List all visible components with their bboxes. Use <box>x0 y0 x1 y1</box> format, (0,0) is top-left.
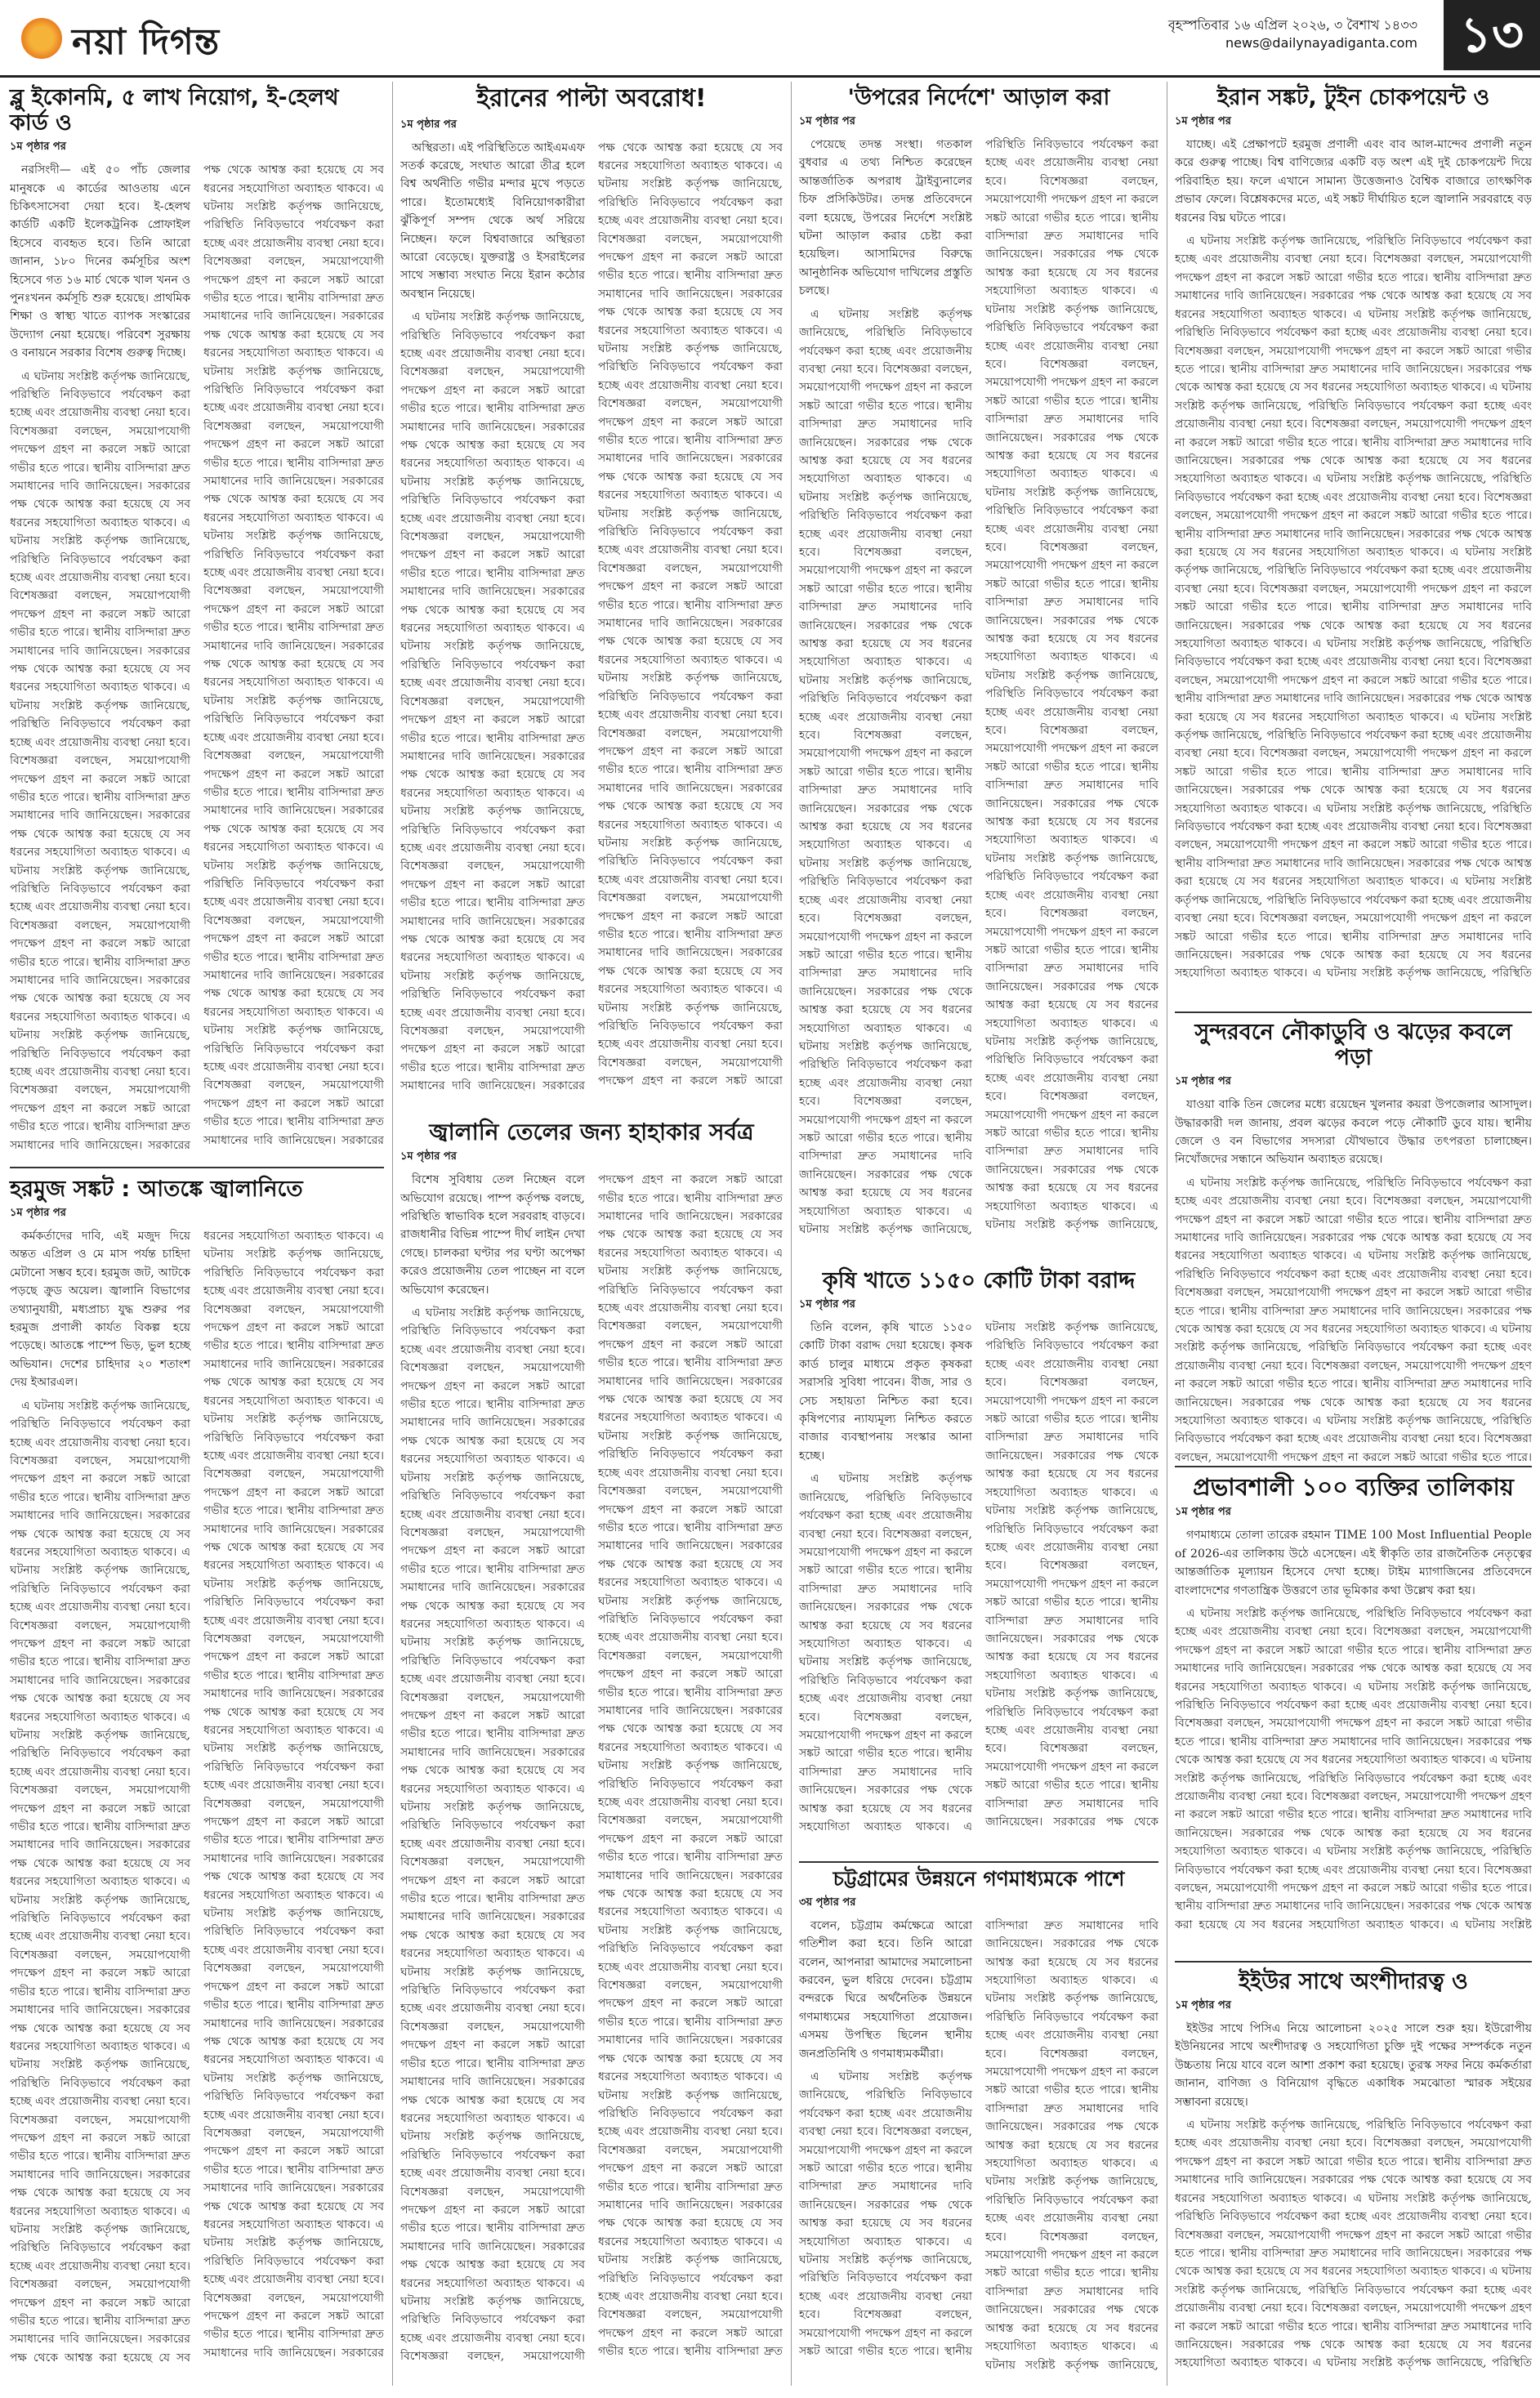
masthead <box>0 0 1540 78</box>
logo[interactable] <box>15 7 284 69</box>
paragraph: তিনি বলেন, কৃষি খাতে ১১৫০ কোটি টাকা বরাদ্দ দেয়া হয়েছে। কৃষক কার্ড চালুর মাধ্যমে প্রকৃত কৃষকরা সরাসরি সুবিধা পাবেন। বীজ, সার ও সেচ সহায়তা নিশ্চিত করা হবে। কৃষিপণ্যের ন্যায্যমূল্য নিশ্চিত করতে বাজার ব্যবস্থাপনায় সংস্কার আনা হচ্ছে। <box>799 1321 972 1462</box>
logo-text: নয়া দিগন্ত <box>72 21 221 63</box>
continued-from: ১ম পৃষ্ঠার পর <box>1175 1506 1231 1519</box>
article-body <box>1175 2020 1532 2379</box>
continued-from: ১ম পৃষ্ঠার পর <box>400 1150 457 1163</box>
continued-from: ১ম পৃষ্ঠার পর <box>10 141 66 154</box>
continued-from: ৩য় পৃষ্ঠার পর <box>799 1896 856 1909</box>
paragraph: এ ঘটনায় সংশ্লিষ্ট কর্তৃপক্ষ জানিয়েছে, পরিস্থিতি নিবিড়ভাবে পর্যবেক্ষণ করা হচ্ছে এবং প্রয়োজনীয় ব্যবস্থা নেয়া হবে। বিশেষজ্ঞরা বলছেন, সময়োপযোগী পদক্ষেপ গ্রহণ না করলে সঙ্কট আরো গভীর হতে পারে। স্থানীয় বাসিন্দারা দ্রুত সমাধানের দাবি জানিয়েছেন। সরকারের পক্ষ থেকে আশ্বস্ত করা হয়েছে যে সব ধরনের সহযোগিতা অব্যাহত থাকবে। এ ঘটনায় সংশ্লিষ্ট কর্তৃপক্ষ জানিয়েছে, পরিস্থিতি নিবিড়ভাবে পর্যবেক্ষণ করা হচ্ছে এবং প্রয়োজনীয় ব্যবস্থা নেয়া হবে। বিশেষজ্ঞরা বলছেন, সময়োপযোগী পদক্ষেপ গ্রহণ না করলে সঙ্কট আরো গভীর হতে পারে। স্থানীয় বাসিন্দারা দ্রুত সমাধানের দাবি জানিয়েছেন। সরকারের পক্ষ থেকে আশ্বস্ত করা হয়েছে যে সব ধরনের সহযোগিতা অব্যাহত থাকবে। এ ঘটনায় সংশ্লিষ্ট কর্তৃপক্ষ জানিয়েছে, পরিস্থিতি নিবিড়ভাবে পর্যবেক্ষণ করা হচ্ছে এবং প্রয়োজনীয় ব্যবস্থা নেয়া হবে। বিশেষজ্ঞরা বলছেন, সময়োপযোগী পদক্ষেপ গ্রহণ না করলে সঙ্কট আরো গভীর হতে পারে। স্থানীয় বাসিন্দারা দ্রুত সমাধানের দাবি জানিয়েছেন। সরকারের পক্ষ থেকে আশ্বস্ত করা হয়েছে যে সব ধরনের সহযোগিতা অব্যাহত থাকবে। এ ঘটনায় সংশ্লিষ্ট কর্তৃপক্ষ জানিয়েছে, পরিস্থিতি <box>1175 2119 1532 2370</box>
continued-from: ১ম পৃষ্ঠার পর <box>1175 1075 1231 1088</box>
article-prabhabshali <box>1175 1474 1532 1956</box>
article-jwalani <box>400 1119 783 2392</box>
paragraph: এ ঘটনায় সংশ্লিষ্ট কর্তৃপক্ষ জানিয়েছে, পরিস্থিতি নিবিড়ভাবে পর্যবেক্ষণ করা হচ্ছে এবং প্রয়োজনীয় ব্যবস্থা নেয়া হবে। বিশেষজ্ঞরা বলছেন, সময়োপযোগী পদক্ষেপ গ্রহণ না করলে সঙ্কট আরো গভীর হতে পারে। স্থানীয় বাসিন্দারা দ্রুত সমাধানের দাবি জানিয়েছেন। সরকারের পক্ষ থেকে আশ্বস্ত করা হয়েছে যে সব ধরনের সহযোগিতা অব্যাহত থাকবে। এ ঘটনায় সংশ্লিষ্ট কর্তৃপক্ষ জানিয়েছে, পরিস্থিতি নিবিড়ভাবে পর্যবেক্ষণ করা হচ্ছে এবং প্রয়োজনীয় ব্যবস্থা নেয়া হবে। বিশেষজ্ঞরা বলছেন, সময়োপযোগী পদক্ষেপ গ্রহণ না করলে সঙ্কট আরো গভীর হতে পারে। স্থানীয় বাসিন্দারা দ্রুত সমাধানের দাবি জানিয়েছেন। সরকারের পক্ষ থেকে আশ্বস্ত করা হয়েছে যে সব ধরনের সহযোগিতা অব্যাহত থাকবে। এ ঘটনায় সংশ্লিষ্ট কর্তৃপক্ষ জানিয়েছে, পরিস্থিতি নিবিড়ভাবে পর্যবেক্ষণ করা হচ্ছে এবং প্রয়োজনীয় ব্যবস্থা নেয়া হবে। বিশেষজ্ঞরা বলছেন, সময়োপযোগী পদক্ষেপ গ্রহণ না করলে সঙ্কট আরো গভীর হতে পারে। স্থানীয় বাসিন্দারা দ্রুত সমাধানের দাবি জানিয়েছেন। সরকারের পক্ষ থেকে আশ্বস্ত করা হয়েছে যে সব ধরনের সহযোগিতা অব্যাহত থাকবে। এ ঘটনায় সংশ্লিষ্ট কর্তৃপক্ষ জানিয়েছে, পরিস্থিতি নিবিড়ভাবে পর্যবেক্ষণ করা হচ্ছে এবং প্রয়োজনীয় ব্যবস্থা নেয়া হবে। বিশেষজ্ঞরা বলছেন, সময়োপযোগী পদক্ষেপ গ্রহণ না করলে সঙ্কট আরো গভীর হতে পারে। স্থানীয় বাসিন্দারা দ্রুত সমাধানের দাবি জানিয়েছেন। সরকারের পক্ষ থেকে আশ্বস্ত করা হয়েছে যে সব ধরনের সহযোগিতা অব্যাহত থাকবে। এ ঘটনায় সংশ্লিষ্ট কর্তৃপক্ষ জানিয়েছে, পরিস্থিতি নিবিড়ভাবে পর্যবেক্ষণ করা হচ্ছে এবং প্রয়োজনীয় ব্যবস্থা নেয়া হবে। বিশেষজ্ঞরা বলছেন, সময়োপযোগী পদক্ষেপ গ্রহণ না করলে সঙ্কট আরো গভীর হতে পারে। স্থানীয় বাসিন্দারা দ্রুত সমাধানের দাবি জানিয়েছেন। সরকারের পক্ষ থেকে আশ্বস্ত করা হয়েছে যে সব ধরনের সহযোগিতা অব্যাহত থাকবে। এ ঘটনায় সংশ্লিষ্ট কর্তৃপক্ষ জানিয়েছে, পরিস্থিতি নিবিড়ভাবে পর্যবেক্ষণ করা হচ্ছে এবং প্রয়োজনীয় ব্যবস্থা নেয়া হবে। বিশেষজ্ঞরা বলছেন, সময়োপযোগী পদক্ষেপ গ্রহণ না করলে সঙ্কট আরো গভীর হতে পারে। স্থানীয় বাসিন্দারা দ্রুত সমাধানের দাবি জানিয়েছেন। সরকারের পক্ষ থেকে আশ্বস্ত করা হয়েছে যে সব ধরনের সহযোগিতা অব্যাহত থাকবে। এ ঘটনায় সংশ্লিষ্ট কর্তৃপক্ষ জানিয়েছে, পরিস্থিতি নিবিড়ভাবে পর্যবেক্ষণ করা হচ্ছে এবং প্রয়োজনীয় ব্যবস্থা নেয়া হবে। বিশেষজ্ঞরা বলছেন, সময়োপযোগী পদক্ষেপ গ্রহণ না করলে সঙ্কট আরো গভীর হতে পারে। স্থানীয় বাসিন্দারা দ্রুত সমাধানের দাবি জানিয়েছেন। সরকারের পক্ষ থেকে আশ্বস্ত করা হয়েছে যে সব ধরনের সহযোগিতা অব্যাহত থাকবে। এ ঘটনায় সংশ্লিষ্ট কর্তৃপক্ষ জানিয়েছে, পরিস্থিতি নিবিড়ভাবে পর্যবেক্ষণ করা হচ্ছে এবং প্রয়োজনীয় ব্যবস্থা নেয়া হবে। বিশেষজ্ঞরা বলছেন, সময়োপযোগী পদক্ষেপ গ্রহণ না করলে সঙ্কট আরো গভীর হতে পারে। স্থানীয় বাসিন্দারা দ্রুত সমাধানের দাবি জানিয়েছেন। সরকারের পক্ষ থেকে আশ্বস্ত করা হয়েছে যে সব ধরনের সহযোগিতা অব্যাহত থাকবে। এ ঘটনায় সংশ্লিষ্ট কর্তৃপক্ষ জানিয়েছে, পরিস্থিতি নিবিড়ভাবে পর্যবেক্ষণ করা হচ্ছে এবং প্রয়োজনীয় ব্যবস্থা নেয়া হবে। বিশেষজ্ঞরা বলছেন, সময়োপযোগী পদক্ষেপ গ্রহণ না করলে সঙ্কট আরো গভীর হতে পারে। স্থানীয় বাসিন্দারা দ্রুত সমাধানের দাবি জানিয়েছেন। সরকারের পক্ষ থেকে আশ্বস্ত করা হয়েছে যে সব ধরনের সহযোগিতা অব্যাহত থাকবে। এ ঘটনায় সংশ্লিষ্ট কর্তৃপক্ষ জানিয়েছে, পরিস্থিতি নিবিড়ভাবে পর্যবেক্ষণ করা হচ্ছে এবং প্রয়োজনীয় ব্যবস্থা নেয়া হবে। বিশেষজ্ঞরা বলছেন, সময়োপযোগী পদক্ষেপ গ্রহণ না করলে সঙ্কট আরো গভীর হতে পারে। স্থানীয় বাসিন্দারা দ্রুত সমাধানের দাবি জানিয়েছেন। সরকারের পক্ষ থেকে আশ্বস্ত করা হয়েছে যে সব ধরনের সহযোগিতা অব্যাহত থাকবে। এ ঘটনায় সংশ্লিষ্ট কর্তৃপক্ষ জানিয়েছে, পরিস্থিতি নিবিড়ভাবে পর্যবেক্ষণ করা হচ্ছে এবং প্রয়োজনীয় ব্যবস্থা নেয়া হবে। বিশেষজ্ঞরা বলছেন, সময়োপযোগী পদক্ষেপ গ্রহণ না করলে সঙ্কট আরো গভীর হতে পারে। স্থানীয় বাসিন্দারা দ্রুত সমাধানের দাবি জানিয়েছেন। সরকারের পক্ষ থেকে আশ্বস্ত করা হয়েছে যে সব ধরনের সহযোগিতা অব্যাহত থাকবে। এ ঘটনায় সংশ্লিষ্ট কর্তৃপক্ষ জানিয়েছে, পরিস্থিতি নিবিড়ভাবে পর্যবেক্ষণ করা হচ্ছে এবং প্রয়োজনীয় ব্যবস্থা নেয়া হবে। বিশেষজ্ঞরা বলছেন, সময়োপযোগী পদক্ষেপ গ্রহণ না করলে সঙ্কট আরো গভীর হতে পারে। স্থানীয় বাসিন্দারা দ্রুত সমাধানের দাবি জানিয়েছেন। সরকারের পক্ষ থেকে আশ্বস্ত করা হয়েছে যে সব ধরনের সহযোগিতা অব্যাহত থাকবে। এ ঘটনায় সংশ্লিষ্ট কর্তৃপক্ষ জানিয়েছে, পরিস্থিতি নিবিড়ভাবে পর্যবেক্ষণ করা হচ্ছে এবং প্রয়োজনীয় ব্যবস্থা নেয়া হবে। বিশেষজ্ঞরা বলছেন, সময়োপযোগী পদক্ষেপ গ্রহণ না করলে সঙ্কট আরো গভীর হতে পারে। স্থানীয় বাসিন্দারা দ্রুত সমাধানের দাবি জানিয়েছেন। সরকারের <box>10 1230 384 2365</box>
article-body <box>1175 1096 1532 1473</box>
page-number: ১৩ <box>1444 0 1540 70</box>
paragraph: যাওয়া বাকি তিন জেলের মধ্যে রয়েছেন খুলনার কয়রা উপজেলার আসাদুল। উদ্ধারকারী দল জানায়, প্রবল ঝড়ের কবলে পড়ে নৌকাটি ডুবে যায়। স্থানীয় জেলে ও বন বিভাগের সদস্যরা যৌথভাবে উদ্ধার তৎপরতা চালাচ্ছেন। নিখোঁজদের সন্ধানে অভিযান অব্যাহত রয়েছে। <box>1175 1098 1532 1167</box>
continued-from: ১ম পৃষ্ঠার পর <box>10 1207 66 1220</box>
paragraph: এ ঘটনায় সংশ্লিষ্ট কর্তৃপক্ষ জানিয়েছে, পরিস্থিতি নিবিড়ভাবে পর্যবেক্ষণ করা হচ্ছে এবং প্রয়োজনীয় ব্যবস্থা নেয়া হবে। বিশেষজ্ঞরা বলছেন, সময়োপযোগী পদক্ষেপ গ্রহণ না করলে সঙ্কট আরো গভীর হতে পারে। স্থানীয় বাসিন্দারা দ্রুত সমাধানের দাবি জানিয়েছেন। সরকারের পক্ষ থেকে আশ্বস্ত করা হয়েছে যে সব ধরনের সহযোগিতা অব্যাহত থাকবে। এ ঘটনায় সংশ্লিষ্ট কর্তৃপক্ষ জানিয়েছে, পরিস্থিতি নিবিড়ভাবে পর্যবেক্ষণ করা হচ্ছে এবং প্রয়োজনীয় ব্যবস্থা নেয়া হবে। বিশেষজ্ঞরা বলছেন, সময়োপযোগী পদক্ষেপ গ্রহণ না করলে সঙ্কট আরো গভীর হতে পারে। স্থানীয় বাসিন্দারা দ্রুত সমাধানের দাবি জানিয়েছেন। সরকারের পক্ষ থেকে আশ্বস্ত করা হয়েছে যে সব ধরনের সহযোগিতা অব্যাহত থাকবে। এ ঘটনায় সংশ্লিষ্ট কর্তৃপক্ষ জানিয়েছে, পরিস্থিতি নিবিড়ভাবে পর্যবেক্ষণ করা হচ্ছে এবং প্রয়োজনীয় ব্যবস্থা নেয়া হবে। বিশেষজ্ঞরা বলছেন, সময়োপযোগী পদক্ষেপ গ্রহণ না করলে সঙ্কট আরো গভীর হতে পারে। স্থানীয় বাসিন্দারা দ্রুত সমাধানের দাবি জানিয়েছেন। সরকারের পক্ষ থেকে আশ্বস্ত করা হয়েছে যে সব ধরনের সহযোগিতা অব্যাহত থাকবে। এ ঘটনায় সংশ্লিষ্ট কর্তৃপক্ষ জানিয়েছে, পরিস্থিতি নিবিড়ভাবে পর্যবেক্ষণ করা হচ্ছে এবং প্রয়োজনীয় ব্যবস্থা নেয়া হবে। বিশেষজ্ঞরা বলছেন, সময়োপযোগী পদক্ষেপ গ্রহণ না করলে সঙ্কট আরো গভীর হতে পারে। স্থানীয় বাসিন্দারা দ্রুত সমাধানের দাবি জানিয়েছেন। সরকারের পক্ষ থেকে আশ্বস্ত করা হয়েছে যে সব ধরনের সহযোগিতা অব্যাহত থাকবে। এ ঘটনায় সংশ্লিষ্ট কর্তৃপক্ষ জানিয়েছে, পরিস্থিতি নিবিড়ভাবে পর্যবেক্ষণ করা হচ্ছে এবং প্রয়োজনীয় ব্যবস্থা নেয়া হবে। বিশেষজ্ঞরা বলছেন, সময়োপযোগী পদক্ষেপ গ্রহণ না করলে সঙ্কট আরো গভীর হতে পারে। স্থানীয় বাসিন্দারা দ্রুত সমাধানের দাবি জানিয়েছেন। সরকারের পক্ষ থেকে <box>799 1321 1158 1834</box>
article-eu <box>1175 1969 1532 2392</box>
continued-from: ১ম পৃষ্ঠার পর <box>400 118 457 131</box>
headline[interactable]: সুন্দরবনে নৌকাডুবি ও ঝড়ের কবলে পড়া <box>1194 1020 1512 1071</box>
headline[interactable]: হরমুজ সঙ্কট : আতঙ্কে জ্বালানিতে <box>10 1177 303 1202</box>
continued-from: ১ম পৃষ্ঠার পর <box>1175 115 1231 128</box>
sun-icon <box>21 18 62 59</box>
headline[interactable]: কৃষি খাতে ১১৫০ কোটি টাকা বরাদ্দ <box>822 1268 1136 1293</box>
article-krishi <box>799 1268 1158 1856</box>
paragraph: এ ঘটনায় সংশ্লিষ্ট কর্তৃপক্ষ জানিয়েছে, পরিস্থিতি নিবিড়ভাবে পর্যবেক্ষণ করা হচ্ছে এবং প্রয়োজনীয় ব্যবস্থা নেয়া হবে। বিশেষজ্ঞরা বলছেন, সময়োপযোগী পদক্ষেপ গ্রহণ না করলে সঙ্কট আরো গভীর হতে পারে। স্থানীয় বাসিন্দারা দ্রুত সমাধানের দাবি জানিয়েছেন। সরকারের পক্ষ থেকে আশ্বস্ত করা হয়েছে যে সব ধরনের সহযোগিতা অব্যাহত থাকবে। এ ঘটনায় সংশ্লিষ্ট কর্তৃপক্ষ জানিয়েছে, পরিস্থিতি নিবিড়ভাবে পর্যবেক্ষণ করা হচ্ছে এবং প্রয়োজনীয় ব্যবস্থা নেয়া হবে। বিশেষজ্ঞরা বলছেন, সময়োপযোগী পদক্ষেপ গ্রহণ না করলে সঙ্কট আরো গভীর হতে পারে। স্থানীয় বাসিন্দারা দ্রুত সমাধানের দাবি জানিয়েছেন। সরকারের পক্ষ থেকে আশ্বস্ত করা হয়েছে যে সব ধরনের সহযোগিতা অব্যাহত থাকবে। এ ঘটনায় সংশ্লিষ্ট কর্তৃপক্ষ জানিয়েছে, পরিস্থিতি নিবিড়ভাবে পর্যবেক্ষণ করা হচ্ছে এবং প্রয়োজনীয় ব্যবস্থা নেয়া হবে। বিশেষজ্ঞরা বলছেন, সময়োপযোগী পদক্ষেপ গ্রহণ না করলে সঙ্কট আরো গভীর হতে পারে। স্থানীয় বাসিন্দারা দ্রুত সমাধানের দাবি জানিয়েছেন। সরকারের পক্ষ থেকে আশ্বস্ত করা হয়েছে যে সব ধরনের সহযোগিতা অব্যাহত থাকবে। এ ঘটনায় সংশ্লিষ্ট কর্তৃপক্ষ জানিয়েছে, পরিস্থিতি নিবিড়ভাবে পর্যবেক্ষণ করা হচ্ছে এবং প্রয়োজনীয় ব্যবস্থা নেয়া হবে। বিশেষজ্ঞরা বলছেন, সময়োপযোগী পদক্ষেপ গ্রহণ না করলে সঙ্কট আরো গভীর হতে পারে। স্থানীয় বাসিন্দারা দ্রুত সমাধানের দাবি জানিয়েছেন। সরকারের পক্ষ থেকে আশ্বস্ত করা হয়েছে যে সব ধরনের সহযোগিতা অব্যাহত থাকবে। এ ঘটনায় সংশ্লিষ্ট কর্তৃপক্ষ জানিয়েছে, পরিস্থিতি নিবিড়ভাবে পর্যবেক্ষণ করা হচ্ছে এবং প্রয়োজনীয় ব্যবস্থা নেয়া হবে। বিশেষজ্ঞরা বলছেন, সময়োপযোগী পদক্ষেপ গ্রহণ না করলে সঙ্কট আরো গভীর হতে পারে। স্থানীয় বাসিন্দারা দ্রুত সমাধানের দাবি জানিয়েছেন। সরকারের পক্ষ থেকে আশ্বস্ত করা হয়েছে যে সব ধরনের সহযোগিতা অব্যাহত থাকবে। এ ঘটনায় সংশ্লিষ্ট কর্তৃপক্ষ জানিয়েছে, পরিস্থিতি নিবিড়ভাবে পর্যবেক্ষণ করা হচ্ছে এবং প্রয়োজনীয় ব্যবস্থা নেয়া হবে। বিশেষজ্ঞরা বলছেন, সময়োপযোগী পদক্ষেপ গ্রহণ না করলে সঙ্কট আরো গভীর হতে পারে। স্থানীয় বাসিন্দারা দ্রুত সমাধানের দাবি জানিয়েছেন। সরকারের পক্ষ থেকে আশ্বস্ত করা হয়েছে যে সব ধরনের সহযোগিতা অব্যাহত থাকবে। এ ঘটনায় সংশ্লিষ্ট কর্তৃপক্ষ জানিয়েছে, পরিস্থিতি নিবিড়ভাবে পর্যবেক্ষণ করা হচ্ছে এবং প্রয়োজনীয় ব্যবস্থা নেয়া হবে। বিশেষজ্ঞরা বলছেন, সময়োপযোগী পদক্ষেপ গ্রহণ না করলে সঙ্কট আরো গভীর হতে পারে। স্থানীয় বাসিন্দারা দ্রুত সমাধানের দাবি জানিয়েছেন। সরকারের পক্ষ থেকে আশ্বস্ত করা হয়েছে যে সব ধরনের সহযোগিতা অব্যাহত থাকবে। এ ঘটনায় সংশ্লিষ্ট কর্তৃপক্ষ জানিয়েছে, পরিস্থিতি নিবিড়ভাবে পর্যবেক্ষণ করা হচ্ছে এবং প্রয়োজনীয় ব্যবস্থা নেয়া হবে। বিশেষজ্ঞরা বলছেন, সময়োপযোগী পদক্ষেপ গ্রহণ না করলে সঙ্কট আরো গভীর হতে পারে। স্থানীয় বাসিন্দারা দ্রুত সমাধানের দাবি জানিয়েছেন। সরকারের পক্ষ থেকে আশ্বস্ত করা হয়েছে যে সব ধরনের সহযোগিতা অব্যাহত থাকবে। এ ঘটনায় সংশ্লিষ্ট কর্তৃপক্ষ জানিয়েছে, পরিস্থিতি নিবিড়ভাবে পর্যবেক্ষণ করা হচ্ছে এবং প্রয়োজনীয় ব্যবস্থা নেয়া হবে। বিশেষজ্ঞরা বলছেন, সময়োপযোগী পদক্ষেপ গ্রহণ না করলে সঙ্কট আরো গভীর হতে পারে। স্থানীয় বাসিন্দারা দ্রুত সমাধানের দাবি জানিয়েছেন। সরকারের পক্ষ থেকে আশ্বস্ত করা হয়েছে যে সব ধরনের সহযোগিতা অব্যাহত থাকবে। এ ঘটনায় সংশ্লিষ্ট কর্তৃপক্ষ জানিয়েছে, পরিস্থিতি নিবিড়ভাবে পর্যবেক্ষণ করা হচ্ছে এবং প্রয়োজনীয় ব্যবস্থা নেয়া হবে। বিশেষজ্ঞরা বলছেন, সময়োপযোগী পদক্ষেপ গ্রহণ না করলে সঙ্কট আরো গভীর হতে পারে। স্থানীয় বাসিন্দারা দ্রুত সমাধানের দাবি জানিয়েছেন। সরকারের পক্ষ থেকে আশ্বস্ত করা হয়েছে যে সব ধরনের সহযোগিতা অব্যাহত থাকবে। এ ঘটনায় সংশ্লিষ্ট কর্তৃপক্ষ জানিয়েছে, পরিস্থিতি নিবিড়ভাবে পর্যবেক্ষণ করা হচ্ছে এবং প্রয়োজনীয় ব্যবস্থা নেয়া হবে। বিশেষজ্ঞরা বলছেন, সময়োপযোগী পদক্ষেপ গ্রহণ না করলে সঙ্কট আরো গভীর হতে পারে। স্থানীয় বাসিন্দারা দ্রুত সমাধানের দাবি জানিয়েছেন। সরকারের <box>10 163 384 1152</box>
headline[interactable]: চট্টগ্রামের উন্নয়নে গণমাধ্যমকে পাশে <box>832 1867 1125 1891</box>
article-body <box>799 1319 1158 1842</box>
paragraph: এ ঘটনায় সংশ্লিষ্ট কর্তৃপক্ষ জানিয়েছে, পরিস্থিতি নিবিড়ভাবে পর্যবেক্ষণ করা হচ্ছে এবং প্রয়োজনীয় ব্যবস্থা নেয়া হবে। বিশেষজ্ঞরা বলছেন, সময়োপযোগী পদক্ষেপ গ্রহণ না করলে সঙ্কট আরো গভীর হতে পারে। স্থানীয় বাসিন্দারা দ্রুত সমাধানের দাবি জানিয়েছেন। সরকারের পক্ষ থেকে আশ্বস্ত করা হয়েছে যে সব ধরনের সহযোগিতা অব্যাহত থাকবে। এ ঘটনায় সংশ্লিষ্ট কর্তৃপক্ষ জানিয়েছে, পরিস্থিতি নিবিড়ভাবে পর্যবেক্ষণ করা হচ্ছে এবং প্রয়োজনীয় ব্যবস্থা নেয়া হবে। বিশেষজ্ঞরা বলছেন, সময়োপযোগী পদক্ষেপ গ্রহণ না করলে সঙ্কট আরো গভীর হতে পারে। স্থানীয় বাসিন্দারা দ্রুত সমাধানের দাবি জানিয়েছেন। সরকারের পক্ষ থেকে আশ্বস্ত করা হয়েছে যে সব ধরনের সহযোগিতা অব্যাহত থাকবে। এ ঘটনায় সংশ্লিষ্ট কর্তৃপক্ষ জানিয়েছে, পরিস্থিতি নিবিড়ভাবে পর্যবেক্ষণ করা হচ্ছে এবং প্রয়োজনীয় ব্যবস্থা নেয়া হবে। বিশেষজ্ঞরা বলছেন, সময়োপযোগী পদক্ষেপ গ্রহণ না করলে সঙ্কট আরো গভীর হতে পারে। স্থানীয় বাসিন্দারা দ্রুত সমাধানের দাবি জানিয়েছেন। সরকারের পক্ষ থেকে আশ্বস্ত করা হয়েছে যে সব ধরনের সহযোগিতা অব্যাহত থাকবে। এ ঘটনায় সংশ্লিষ্ট কর্তৃপক্ষ জানিয়েছে, পরিস্থিতি নিবিড়ভাবে পর্যবেক্ষণ করা হচ্ছে এবং প্রয়োজনীয় ব্যবস্থা নেয়া হবে। বিশেষজ্ঞরা বলছেন, সময়োপযোগী পদক্ষেপ গ্রহণ না করলে সঙ্কট আরো গভীর হতে পারে। স্থানীয় বাসিন্দারা দ্রুত সমাধানের দাবি জানিয়েছেন। সরকারের পক্ষ থেকে আশ্বস্ত করা হয়েছে যে সব ধরনের সহযোগিতা অব্যাহত থাকবে। এ ঘটনায় সংশ্লিষ্ট কর্তৃপক্ষ জানিয়েছে, পরিস্থিতি নিবিড়ভাবে পর্যবেক্ষণ করা হচ্ছে এবং প্রয়োজনীয় ব্যবস্থা নেয়া হবে। বিশেষজ্ঞরা বলছেন, সময়োপযোগী পদক্ষেপ গ্রহণ না করলে সঙ্কট আরো গভীর হতে পারে। স্থানীয় বাসিন্দারা দ্রুত সমাধানের দাবি জানিয়েছেন। সরকারের পক্ষ থেকে আশ্বস্ত করা হয়েছে যে সব ধরনের সহযোগিতা অব্যাহত থাকবে। এ ঘটনায় সংশ্লিষ্ট কর্তৃপক্ষ জানিয়েছে, পরিস্থিতি নিবিড়ভাবে পর্যবেক্ষণ করা হচ্ছে এবং প্রয়োজনীয় ব্যবস্থা নেয়া হবে। বিশেষজ্ঞরা বলছেন, সময়োপযোগী পদক্ষেপ গ্রহণ না করলে সঙ্কট আরো গভীর হতে পারে। স্থানীয় বাসিন্দারা দ্রুত সমাধানের দাবি জানিয়েছেন। সরকারের পক্ষ থেকে আশ্বস্ত করা হয়েছে যে সব ধরনের সহযোগিতা অব্যাহত থাকবে। এ ঘটনায় সংশ্লিষ্ট কর্তৃপক্ষ জানিয়েছে, পরিস্থিতি নিবিড়ভাবে পর্যবেক্ষণ করা হচ্ছে এবং প্রয়োজনীয় ব্যবস্থা নেয়া হবে। বিশেষজ্ঞরা বলছেন, সময়োপযোগী পদক্ষেপ গ্রহণ না করলে সঙ্কট আরো গভীর হতে পারে। স্থানীয় বাসিন্দারা দ্রুত সমাধানের দাবি জানিয়েছেন। সরকারের পক্ষ থেকে আশ্বস্ত করা হয়েছে যে সব ধরনের সহযোগিতা অব্যাহত থাকবে। এ ঘটনায় সংশ্লিষ্ট কর্তৃপক্ষ জানিয়েছে, পরিস্থিতি নিবিড়ভাবে পর্যবেক্ষণ করা হচ্ছে এবং প্রয়োজনীয় ব্যবস্থা নেয়া হবে। বিশেষজ্ঞরা বলছেন, সময়োপযোগী পদক্ষেপ গ্রহণ না করলে সঙ্কট আরো গভীর হতে পারে। স্থানীয় বাসিন্দারা দ্রুত সমাধানের দাবি জানিয়েছেন। সরকারের পক্ষ থেকে আশ্বস্ত করা হয়েছে যে সব ধরনের সহযোগিতা অব্যাহত থাকবে। এ ঘটনায় সংশ্লিষ্ট কর্তৃপক্ষ জানিয়েছে, পরিস্থিতি নিবিড়ভাবে পর্যবেক্ষণ করা হচ্ছে এবং প্রয়োজনীয় ব্যবস্থা নেয়া হবে। বিশেষজ্ঞরা বলছেন, সময়োপযোগী পদক্ষেপ গ্রহণ না করলে সঙ্কট আরো গভীর হতে পারে। স্থানীয় বাসিন্দারা দ্রুত সমাধানের দাবি জানিয়েছেন। সরকারের পক্ষ থেকে আশ্বস্ত করা হয়েছে যে সব ধরনের সহযোগিতা অব্যাহত থাকবে। এ ঘটনায় সংশ্লিষ্ট কর্তৃপক্ষ জানিয়েছে, পরিস্থিতি নিবিড়ভাবে পর্যবেক্ষণ করা হচ্ছে এবং প্রয়োজনীয় ব্যবস্থা নেয়া হবে। বিশেষজ্ঞরা বলছেন, সময়োপযোগী পদক্ষেপ গ্রহণ না করলে সঙ্কট আরো গভীর হতে পারে। স্থানীয় বাসিন্দারা দ্রুত সমাধানের দাবি জানিয়েছেন। সরকারের পক্ষ থেকে আশ্বস্ত করা হয়েছে যে সব ধরনের সহযোগিতা অব্যাহত থাকবে। এ ঘটনায় সংশ্লিষ্ট কর্তৃপক্ষ জানিয়েছে, পরিস্থিতি নিবিড়ভাবে পর্যবেক্ষণ করা হচ্ছে এবং প্রয়োজনীয় ব্যবস্থা নেয়া হবে। বিশেষজ্ঞরা বলছেন, সময়োপযোগী পদক্ষেপ গ্রহণ না করলে সঙ্কট আরো গভীর হতে পারে। স্থানীয় বাসিন্দারা দ্রুত সমাধানের দাবি জানিয়েছেন। সরকারের পক্ষ থেকে আশ্বস্ত করা হয়েছে যে সব ধরনের সহযোগিতা অব্যাহত থাকবে। এ ঘটনায় সংশ্লিষ্ট কর্তৃপক্ষ জানিয়েছে, পরিস্থিতি নিবিড়ভাবে পর্যবেক্ষণ করা হচ্ছে এবং প্রয়োজনীয় ব্যবস্থা নেয়া হবে। বিশেষজ্ঞরা বলছেন, সময়োপযোগী পদক্ষেপ গ্রহণ না করলে সঙ্কট আরো গভীর হতে পারে। স্থানীয় বাসিন্দারা দ্রুত সমাধানের দাবি জানিয়েছেন। সরকারের পক্ষ থেকে আশ্বস্ত করা হয়েছে যে সব ধরনের সহযোগিতা অব্যাহত থাকবে। এ ঘটনায় সংশ্লিষ্ট কর্তৃপক্ষ জানিয়েছে, পরিস্থিতি নিবিড়ভাবে পর্যবেক্ষণ করা হচ্ছে এবং প্রয়োজনীয় ব্যবস্থা নেয়া হবে। বিশেষজ্ঞরা বলছেন, সময়োপযোগী পদক্ষেপ গ্রহণ না করলে সঙ্কট আরো গভীর হতে পারে। স্থানীয় বাসিন্দারা দ্রুত সমাধানের দাবি জানিয়েছেন। সরকারের পক্ষ থেকে আশ্বস্ত করা হয়েছে যে সব ধরনের সহযোগিতা অব্যাহত থাকবে। এ ঘটনায় সংশ্লিষ্ট কর্তৃপক্ষ জানিয়েছে, পরিস্থিতি নিবিড়ভাবে পর্যবেক্ষণ করা হচ্ছে এবং প্রয়োজনীয় ব্যবস্থা নেয়া হবে। বিশেষজ্ঞরা বলছেন, সময়োপযোগী পদক্ষেপ গ্রহণ না করলে সঙ্কট আরো গভীর হতে পারে। স্থানীয় বাসিন্দারা দ্রুত <box>400 1173 783 2364</box>
continued-from: ১ম পৃষ্ঠার পর <box>799 115 855 128</box>
article-sundarban <box>1175 1020 1532 1464</box>
article-upar-nirdeshe <box>799 85 1158 1262</box>
paragraph: নরসিংদী— এই ৫০ পাঁচ জেলার মানুষকে এ কার্ডের আওতায় এনে চিকিৎসাসেবা দেয়া হবে। ই-হেলথ কার্ডটি একটি ইলেকট্রনিক প্রোফাইল হিসেবে ব্যবহৃত হবে। তিনি আরো জানান, ১৮০ দিনের কর্মসূচির অংশ হিসেবে গত ১৬ মার্চ থেকে খাল খনন ও পুনঃখনন কর্মসূচি শুরু হয়েছে। প্রাথমিক শিক্ষা ও স্বাস্থ্য খাতে ব্যাপক সংস্কারের উদ্যোগ নেয়া হয়েছে। পরিবেশ সুরক্ষায় ও বনায়নে সরকার বিশেষ গুরুত্ব দিচ্ছে। <box>10 163 190 360</box>
article-chattogram <box>799 1868 1158 2392</box>
paragraph: এ ঘটনায় সংশ্লিষ্ট কর্তৃপক্ষ জানিয়েছে, পরিস্থিতি নিবিড়ভাবে পর্যবেক্ষণ করা হচ্ছে এবং প্রয়োজনীয় ব্যবস্থা নেয়া হবে। বিশেষজ্ঞরা বলছেন, সময়োপযোগী পদক্ষেপ গ্রহণ না করলে সঙ্কট আরো গভীর হতে পারে। স্থানীয় বাসিন্দারা দ্রুত সমাধানের দাবি জানিয়েছেন। সরকারের পক্ষ থেকে আশ্বস্ত করা হয়েছে যে সব ধরনের সহযোগিতা অব্যাহত থাকবে। এ ঘটনায় সংশ্লিষ্ট কর্তৃপক্ষ জানিয়েছে, পরিস্থিতি নিবিড়ভাবে পর্যবেক্ষণ করা হচ্ছে এবং প্রয়োজনীয় ব্যবস্থা নেয়া হবে। বিশেষজ্ঞরা বলছেন, সময়োপযোগী পদক্ষেপ গ্রহণ না করলে সঙ্কট আরো গভীর হতে পারে। স্থানীয় বাসিন্দারা দ্রুত সমাধানের দাবি জানিয়েছেন। সরকারের পক্ষ থেকে আশ্বস্ত করা হয়েছে যে সব ধরনের সহযোগিতা অব্যাহত থাকবে। এ ঘটনায় সংশ্লিষ্ট কর্তৃপক্ষ জানিয়েছে, পরিস্থিতি নিবিড়ভাবে পর্যবেক্ষণ করা হচ্ছে এবং প্রয়োজনীয় ব্যবস্থা নেয়া হবে। বিশেষজ্ঞরা বলছেন, সময়োপযোগী পদক্ষেপ গ্রহণ না করলে সঙ্কট আরো গভীর হতে পারে। স্থানীয় বাসিন্দারা দ্রুত সমাধানের দাবি জানিয়েছেন। সরকারের পক্ষ থেকে আশ্বস্ত করা হয়েছে যে সব ধরনের সহযোগিতা অব্যাহত থাকবে। এ ঘটনায় সংশ্লিষ্ট কর্তৃপক্ষ জানিয়েছে, পরিস্থিতি নিবিড়ভাবে পর্যবেক্ষণ করা হচ্ছে এবং প্রয়োজনীয় ব্যবস্থা নেয়া হবে। বিশেষজ্ঞরা বলছেন, সময়োপযোগী পদক্ষেপ গ্রহণ না করলে সঙ্কট আরো গভীর হতে পারে। স্থানীয় বাসিন্দারা দ্রুত সমাধানের দাবি জানিয়েছেন। সরকারের পক্ষ থেকে আশ্বস্ত করা হয়েছে যে সব ধরনের সহযোগিতা অব্যাহত থাকবে। এ ঘটনায় সংশ্লিষ্ট কর্তৃপক্ষ জানিয়েছে, পরিস্থিতি নিবিড়ভাবে পর্যবেক্ষণ করা হচ্ছে এবং প্রয়োজনীয় ব্যবস্থা নেয়া হবে। বিশেষজ্ঞরা বলছেন, সময়োপযোগী পদক্ষেপ গ্রহণ না করলে সঙ্কট আরো গভীর হতে পারে। স্থানীয় বাসিন্দারা দ্রুত সমাধানের দাবি জানিয়েছেন। সরকারের পক্ষ থেকে আশ্বস্ত করা হয়েছে যে সব ধরনের সহযোগিতা অব্যাহত থাকবে। এ ঘটনায় সংশ্লিষ্ট কর্তৃপক্ষ জানিয়েছে, পরিস্থিতি নিবিড়ভাবে পর্যবেক্ষণ করা হচ্ছে এবং প্রয়োজনীয় ব্যবস্থা নেয়া হবে। বিশেষজ্ঞরা বলছেন, সময়োপযোগী পদক্ষেপ গ্রহণ না করলে সঙ্কট আরো গভীর হতে পারে। স্থানীয় বাসিন্দারা দ্রুত সমাধানের দাবি জানিয়েছেন। সরকারের পক্ষ থেকে আশ্বস্ত করা হয়েছে যে সব ধরনের সহযোগিতা অব্যাহত থাকবে। এ ঘটনায় সংশ্লিষ্ট কর্তৃপক্ষ জানিয়েছে, পরিস্থিতি নিবিড়ভাবে পর্যবেক্ষণ করা হচ্ছে এবং প্রয়োজনীয় ব্যবস্থা নেয়া হবে। বিশেষজ্ঞরা বলছেন, সময়োপযোগী পদক্ষেপ গ্রহণ না করলে সঙ্কট আরো গভীর হতে পারে। স্থানীয় বাসিন্দারা দ্রুত সমাধানের দাবি জানিয়েছেন। সরকারের পক্ষ থেকে আশ্বস্ত করা হয়েছে যে সব ধরনের সহযোগিতা অব্যাহত থাকবে। এ ঘটনায় সংশ্লিষ্ট কর্তৃপক্ষ জানিয়েছে, পরিস্থিতি নিবিড়ভাবে পর্যবেক্ষণ করা হচ্ছে এবং প্রয়োজনীয় ব্যবস্থা নেয়া হবে। বিশেষজ্ঞরা বলছেন, সময়োপযোগী পদক্ষেপ গ্রহণ না করলে সঙ্কট আরো গভীর হতে পারে। স্থানীয় বাসিন্দারা দ্রুত সমাধানের দাবি জানিয়েছেন। সরকারের পক্ষ থেকে আশ্বস্ত করা হয়েছে যে সব ধরনের সহযোগিতা অব্যাহত থাকবে। এ ঘটনায় সংশ্লিষ্ট কর্তৃপক্ষ জানিয়েছে, পরিস্থিতি নিবিড়ভাবে পর্যবেক্ষণ করা হচ্ছে এবং প্রয়োজনীয় ব্যবস্থা নেয়া হবে। বিশেষজ্ঞরা বলছেন, সময়োপযোগী পদক্ষেপ গ্রহণ না করলে সঙ্কট আরো গভীর হতে পারে। স্থানীয় বাসিন্দারা দ্রুত সমাধানের দাবি জানিয়েছেন। সরকারের পক্ষ থেকে আশ্বস্ত করা হয়েছে যে সব ধরনের সহযোগিতা অব্যাহত থাকবে। এ ঘটনায় সংশ্লিষ্ট কর্তৃপক্ষ জানিয়েছে, পরিস্থিতি নিবিড়ভাবে পর্যবেক্ষণ করা হচ্ছে এবং প্রয়োজনীয় ব্যবস্থা নেয়া হবে। বিশেষজ্ঞরা বলছেন, সময়োপযোগী পদক্ষেপ গ্রহণ না করলে সঙ্কট আরো গভীর হতে পারে। স্থানীয় বাসিন্দারা দ্রুত সমাধানের দাবি জানিয়েছেন। সরকারের পক্ষ থেকে আশ্বস্ত করা হয়েছে যে সব ধরনের সহযোগিতা অব্যাহত থাকবে। এ ঘটনায় সংশ্লিষ্ট কর্তৃপক্ষ জানিয়েছে, পরিস্থিতি নিবিড়ভাবে পর্যবেক্ষণ করা হচ্ছে এবং প্রয়োজনীয় ব্যবস্থা নেয়া হবে। বিশেষজ্ঞরা বলছেন, সময়োপযোগী পদক্ষেপ গ্রহণ না করলে সঙ্কট আরো <box>400 141 783 1093</box>
article-body <box>10 1227 384 2379</box>
paragraph: এ ঘটনায় সংশ্লিষ্ট কর্তৃপক্ষ জানিয়েছে, পরিস্থিতি নিবিড়ভাবে পর্যবেক্ষণ করা হচ্ছে এবং প্রয়োজনীয় ব্যবস্থা নেয়া হবে। বিশেষজ্ঞরা বলছেন, সময়োপযোগী পদক্ষেপ গ্রহণ না করলে সঙ্কট আরো গভীর হতে পারে। স্থানীয় বাসিন্দারা দ্রুত সমাধানের দাবি জানিয়েছেন। সরকারের পক্ষ থেকে আশ্বস্ত করা হয়েছে যে সব ধরনের সহযোগিতা অব্যাহত থাকবে। এ ঘটনায় সংশ্লিষ্ট কর্তৃপক্ষ জানিয়েছে, পরিস্থিতি নিবিড়ভাবে পর্যবেক্ষণ করা হচ্ছে এবং প্রয়োজনীয় ব্যবস্থা নেয়া হবে। বিশেষজ্ঞরা বলছেন, সময়োপযোগী পদক্ষেপ গ্রহণ না করলে সঙ্কট আরো গভীর হতে পারে। স্থানীয় বাসিন্দারা দ্রুত সমাধানের দাবি জানিয়েছেন। সরকারের পক্ষ থেকে আশ্বস্ত করা হয়েছে যে সব ধরনের সহযোগিতা অব্যাহত থাকবে। এ ঘটনায় সংশ্লিষ্ট কর্তৃপক্ষ জানিয়েছে, পরিস্থিতি নিবিড়ভাবে পর্যবেক্ষণ করা হচ্ছে এবং প্রয়োজনীয় ব্যবস্থা নেয়া হবে। বিশেষজ্ঞরা বলছেন, সময়োপযোগী পদক্ষেপ গ্রহণ না করলে সঙ্কট আরো গভীর হতে পারে। স্থানীয় বাসিন্দারা দ্রুত সমাধানের দাবি জানিয়েছেন। সরকারের পক্ষ থেকে আশ্বস্ত করা হয়েছে যে সব ধরনের সহযোগিতা অব্যাহত থাকবে। এ ঘটনায় সংশ্লিষ্ট কর্তৃপক্ষ জানিয়েছে, পরিস্থিতি নিবিড়ভাবে পর্যবেক্ষণ করা হচ্ছে এবং প্রয়োজনীয় ব্যবস্থা নেয়া হবে। বিশেষজ্ঞরা বলছেন, সময়োপযোগী পদক্ষেপ গ্রহণ না করলে সঙ্কট আরো গভীর হতে পারে। স্থানীয় বাসিন্দারা দ্রুত সমাধানের দাবি জানিয়েছেন। সরকারের পক্ষ থেকে আশ্বস্ত করা হয়েছে যে সব ধরনের সহযোগিতা অব্যাহত থাকবে। এ ঘটনায় সংশ্লিষ্ট কর্তৃপক্ষ জানিয়েছে, পরিস্থিতি নিবিড়ভাবে পর্যবেক্ষণ করা হচ্ছে এবং প্রয়োজনীয় ব্যবস্থা নেয়া হবে। বিশেষজ্ঞরা বলছেন, সময়োপযোগী পদক্ষেপ গ্রহণ না করলে সঙ্কট আরো গভীর হতে পারে। স্থানীয় বাসিন্দারা দ্রুত সমাধানের দাবি জানিয়েছেন। সরকারের পক্ষ থেকে আশ্বস্ত করা হয়েছে যে সব ধরনের সহযোগিতা অব্যাহত থাকবে। এ ঘটনায় সংশ্লিষ্ট কর্তৃপক্ষ জানিয়েছে, পরিস্থিতি নিবিড়ভাবে পর্যবেক্ষণ করা হচ্ছে এবং প্রয়োজনীয় ব্যবস্থা নেয়া হবে। বিশেষজ্ঞরা বলছেন, সময়োপযোগী পদক্ষেপ গ্রহণ না করলে সঙ্কট আরো গভীর হতে পারে। স্থানীয় বাসিন্দারা দ্রুত সমাধানের দাবি জানিয়েছেন। সরকারের পক্ষ থেকে আশ্বস্ত করা হয়েছে যে সব ধরনের সহযোগিতা অব্যাহত থাকবে। এ ঘটনায় সংশ্লিষ্ট কর্তৃপক্ষ জানিয়েছে, পরিস্থিতি নিবিড়ভাবে পর্যবেক্ষণ করা হচ্ছে এবং প্রয়োজনীয় ব্যবস্থা নেয়া হবে। বিশেষজ্ঞরা বলছেন, সময়োপযোগী পদক্ষেপ গ্রহণ না করলে সঙ্কট আরো গভীর হতে পারে। স্থানীয় বাসিন্দারা দ্রুত সমাধানের দাবি জানিয়েছেন। সরকারের পক্ষ থেকে আশ্বস্ত করা হয়েছে যে সব ধরনের সহযোগিতা অব্যাহত থাকবে। এ ঘটনায় সংশ্লিষ্ট কর্তৃপক্ষ জানিয়েছে, পরিস্থিতি নিবিড়ভাবে পর্যবেক্ষণ করা হচ্ছে এবং প্রয়োজনীয় ব্যবস্থা নেয়া হবে। বিশেষজ্ঞরা বলছেন, সময়োপযোগী পদক্ষেপ গ্রহণ না করলে সঙ্কট আরো গভীর হতে পারে। স্থানীয় বাসিন্দারা দ্রুত সমাধানের দাবি জানিয়েছেন। সরকারের পক্ষ থেকে আশ্বস্ত করা হয়েছে যে সব ধরনের সহযোগিতা অব্যাহত থাকবে। এ ঘটনায় সংশ্লিষ্ট কর্তৃপক্ষ জানিয়েছে, পরিস্থিতি নিবিড়ভাবে পর্যবেক্ষণ করা হচ্ছে এবং প্রয়োজনীয় ব্যবস্থা নেয়া হবে। বিশেষজ্ঞরা বলছেন, সময়োপযোগী পদক্ষেপ গ্রহণ না করলে সঙ্কট আরো গভীর হতে পারে। স্থানীয় বাসিন্দারা দ্রুত সমাধানের দাবি জানিয়েছেন। সরকারের পক্ষ থেকে আশ্বস্ত করা হয়েছে যে সব ধরনের সহযোগিতা অব্যাহত থাকবে। এ ঘটনায় সংশ্লিষ্ট কর্তৃপক্ষ জানিয়েছে, পরিস্থিতি <box>1175 234 1532 980</box>
article-body <box>799 1917 1158 2379</box>
continued-from: ১ম পৃষ্ঠার পর <box>799 1298 855 1311</box>
article-iran-crisis <box>1175 85 1532 1008</box>
headline[interactable]: ইরানের পাল্টা অবরোধ! <box>476 84 707 113</box>
continued-from: ১ম পৃষ্ঠার পর <box>1175 1999 1231 2012</box>
headline[interactable]: ব্লু ইকোনমি, ৫ লাখ নিয়োগ, ই-হেলথ কার্ড ও <box>10 85 339 136</box>
article-body <box>1175 136 1532 994</box>
article-hormuz <box>10 1177 384 2392</box>
paragraph: এ ঘটনায় সংশ্লিষ্ট কর্তৃপক্ষ জানিয়েছে, পরিস্থিতি নিবিড়ভাবে পর্যবেক্ষণ করা হচ্ছে এবং প্রয়োজনীয় ব্যবস্থা নেয়া হবে। বিশেষজ্ঞরা বলছেন, সময়োপযোগী পদক্ষেপ গ্রহণ না করলে সঙ্কট আরো গভীর হতে পারে। স্থানীয় বাসিন্দারা দ্রুত সমাধানের দাবি জানিয়েছেন। সরকারের পক্ষ থেকে আশ্বস্ত করা হয়েছে যে সব ধরনের সহযোগিতা অব্যাহত থাকবে। এ ঘটনায় সংশ্লিষ্ট কর্তৃপক্ষ জানিয়েছে, পরিস্থিতি নিবিড়ভাবে পর্যবেক্ষণ করা হচ্ছে এবং প্রয়োজনীয় ব্যবস্থা নেয়া হবে। বিশেষজ্ঞরা বলছেন, সময়োপযোগী পদক্ষেপ গ্রহণ না করলে সঙ্কট আরো গভীর হতে পারে। স্থানীয় বাসিন্দারা দ্রুত সমাধানের দাবি জানিয়েছেন। সরকারের পক্ষ থেকে আশ্বস্ত করা হয়েছে যে সব ধরনের সহযোগিতা অব্যাহত থাকবে। এ ঘটনায় সংশ্লিষ্ট কর্তৃপক্ষ জানিয়েছে, পরিস্থিতি নিবিড়ভাবে পর্যবেক্ষণ করা হচ্ছে এবং প্রয়োজনীয় ব্যবস্থা নেয়া হবে। বিশেষজ্ঞরা বলছেন, সময়োপযোগী পদক্ষেপ গ্রহণ না করলে সঙ্কট আরো গভীর হতে পারে। স্থানীয় বাসিন্দারা দ্রুত সমাধানের দাবি জানিয়েছেন। সরকারের পক্ষ থেকে আশ্বস্ত করা হয়েছে যে সব ধরনের সহযোগিতা অব্যাহত থাকবে। এ ঘটনায় সংশ্লিষ্ট কর্তৃপক্ষ জানিয়েছে, পরিস্থিতি নিবিড়ভাবে পর্যবেক্ষণ করা হচ্ছে এবং প্রয়োজনীয় ব্যবস্থা নেয়া হবে। বিশেষজ্ঞরা বলছেন, সময়োপযোগী পদক্ষেপ গ্রহণ না করলে সঙ্কট আরো গভীর হতে পারে। <box>1175 1176 1532 1464</box>
article-body <box>400 1171 783 2372</box>
paragraph: বিশেষ সুবিধায় তেল নিচ্ছেন বলে অভিযোগ রয়েছে। পাম্প কর্তৃপক্ষ বলছে, পরিস্থিতি স্বাভাবিক হলে সরবরাহ বাড়বে। রাজধানীর বিভিন্ন পাম্পে দীর্ঘ লাইন দেখা গেছে। চালকরা ঘণ্টার পর ঘণ্টা অপেক্ষা করেও প্রয়োজনীয় তেল পাচ্ছেন না বলে অভিযোগ করেছেন। <box>400 1173 585 1297</box>
article-body <box>799 136 1158 1247</box>
headline[interactable]: প্রভাবশালী ১০০ ব্যক্তির তালিকায় <box>1193 1473 1514 1501</box>
article-body <box>1175 1526 1532 1943</box>
headline[interactable]: ইইউর সাথে অংশীদারত্ব ও <box>1239 1969 1468 1994</box>
paragraph: গণমাধ্যমে তোলা তারেক রহমান TIME 100 Most Influential People of 2026-এর তালিকায় উঠে এসেছেন। এই স্বীকৃতি তার রাজনৈতিক নেতৃত্বের আন্তর্জাতিক মূল্যায়ন হিসেবে দেখা হচ্ছে। টাইম ম্যাগাজিনের প্রতিবেদনে বাংলাদেশের গণতান্ত্রিক উত্তরণে তার ভূমিকার কথা উল্লেখ করা হয়। <box>1175 1529 1532 1597</box>
paragraph: পেয়েছে তদন্ত সংস্থা। গতকাল বুধবার এ তথ্য নিশ্চিত করেছেন আন্তর্জাতিক অপরাধ ট্রাইব্যুনালের চিফ প্রসিকিউটর। তদন্ত প্রতিবেদনে বলা হয়েছে, উপরের নির্দেশে সংশ্লিষ্ট ঘটনা আড়াল করার চেষ্টা করা হয়েছিল। আসামিদের বিরুদ্ধে আনুষ্ঠানিক অভিযোগ দাখিলের প্রস্তুতি চলছে। <box>799 138 972 298</box>
paragraph: এ ঘটনায় সংশ্লিষ্ট কর্তৃপক্ষ জানিয়েছে, পরিস্থিতি নিবিড়ভাবে পর্যবেক্ষণ করা হচ্ছে এবং প্রয়োজনীয় ব্যবস্থা নেয়া হবে। বিশেষজ্ঞরা বলছেন, সময়োপযোগী পদক্ষেপ গ্রহণ না করলে সঙ্কট আরো গভীর হতে পারে। স্থানীয় বাসিন্দারা দ্রুত সমাধানের দাবি জানিয়েছেন। সরকারের পক্ষ থেকে আশ্বস্ত করা হয়েছে যে সব ধরনের সহযোগিতা অব্যাহত থাকবে। এ ঘটনায় সংশ্লিষ্ট কর্তৃপক্ষ জানিয়েছে, পরিস্থিতি নিবিড়ভাবে পর্যবেক্ষণ করা হচ্ছে এবং প্রয়োজনীয় ব্যবস্থা নেয়া হবে। বিশেষজ্ঞরা বলছেন, সময়োপযোগী পদক্ষেপ গ্রহণ না করলে সঙ্কট আরো গভীর হতে পারে। স্থানীয় বাসিন্দারা দ্রুত সমাধানের দাবি জানিয়েছেন। সরকারের পক্ষ থেকে আশ্বস্ত করা হয়েছে যে সব ধরনের সহযোগিতা অব্যাহত থাকবে। এ ঘটনায় সংশ্লিষ্ট কর্তৃপক্ষ জানিয়েছে, পরিস্থিতি নিবিড়ভাবে পর্যবেক্ষণ করা হচ্ছে এবং প্রয়োজনীয় ব্যবস্থা নেয়া হবে। বিশেষজ্ঞরা বলছেন, সময়োপযোগী পদক্ষেপ গ্রহণ না করলে সঙ্কট আরো গভীর হতে পারে। স্থানীয় বাসিন্দারা দ্রুত সমাধানের দাবি জানিয়েছেন। সরকারের পক্ষ থেকে আশ্বস্ত করা হয়েছে যে সব ধরনের সহযোগিতা অব্যাহত থাকবে। এ ঘটনায় সংশ্লিষ্ট কর্তৃপক্ষ জানিয়েছে, পরিস্থিতি নিবিড়ভাবে পর্যবেক্ষণ করা হচ্ছে এবং প্রয়োজনীয় ব্যবস্থা নেয়া হবে। বিশেষজ্ঞরা বলছেন, সময়োপযোগী পদক্ষেপ গ্রহণ না করলে সঙ্কট আরো গভীর হতে পারে। স্থানীয় বাসিন্দারা দ্রুত সমাধানের দাবি জানিয়েছেন। সরকারের পক্ষ থেকে আশ্বস্ত করা হয়েছে যে সব ধরনের সহযোগিতা অব্যাহত থাকবে। এ ঘটনায় সংশ্লিষ্ট <box>1175 1606 1532 1931</box>
article-body <box>400 139 783 1103</box>
article-body <box>10 161 384 1166</box>
paragraph: অস্থিরতা। এই পরিস্থিতিতে আইএমএফ সতর্ক করেছে, সংঘাত আরো তীব্র হলে বিশ্ব অর্থনীতি গভীর মন্দার মুখে পড়তে পারে। ইতোমধ্যেই বিনিয়োগকারীরা ঝুঁকিপূর্ণ সম্পদ থেকে অর্থ সরিয়ে নিচ্ছেন। ফলে বিশ্ববাজারে অস্থিরতা আরো বেড়েছে। যুক্তরাষ্ট্র ও ইসরাইলের সাথে সম্ভাব্য সংঘাত নিয়ে ইরান কঠোর অবস্থান নিয়েছে। <box>400 141 585 301</box>
paragraph: এ ঘটনায় সংশ্লিষ্ট কর্তৃপক্ষ জানিয়েছে, পরিস্থিতি নিবিড়ভাবে পর্যবেক্ষণ করা হচ্ছে এবং প্রয়োজনীয় ব্যবস্থা নেয়া হবে। বিশেষজ্ঞরা বলছেন, সময়োপযোগী পদক্ষেপ গ্রহণ না করলে সঙ্কট আরো গভীর হতে পারে। স্থানীয় বাসিন্দারা দ্রুত সমাধানের দাবি জানিয়েছেন। সরকারের পক্ষ থেকে আশ্বস্ত করা হয়েছে যে সব ধরনের সহযোগিতা অব্যাহত থাকবে। এ ঘটনায় সংশ্লিষ্ট কর্তৃপক্ষ জানিয়েছে, পরিস্থিতি নিবিড়ভাবে পর্যবেক্ষণ করা হচ্ছে এবং প্রয়োজনীয় ব্যবস্থা নেয়া হবে। বিশেষজ্ঞরা বলছেন, সময়োপযোগী পদক্ষেপ গ্রহণ না করলে সঙ্কট আরো গভীর হতে পারে। স্থানীয় বাসিন্দারা দ্রুত সমাধানের দাবি জানিয়েছেন। সরকারের পক্ষ থেকে আশ্বস্ত করা হয়েছে যে সব ধরনের সহযোগিতা অব্যাহত থাকবে। এ ঘটনায় সংশ্লিষ্ট কর্তৃপক্ষ জানিয়েছে, পরিস্থিতি নিবিড়ভাবে পর্যবেক্ষণ করা হচ্ছে এবং প্রয়োজনীয় ব্যবস্থা নেয়া হবে। বিশেষজ্ঞরা বলছেন, সময়োপযোগী পদক্ষেপ গ্রহণ না করলে সঙ্কট আরো গভীর হতে পারে। স্থানীয় বাসিন্দারা দ্রুত সমাধানের দাবি জানিয়েছেন। সরকারের পক্ষ থেকে আশ্বস্ত করা হয়েছে যে সব ধরনের সহযোগিতা অব্যাহত থাকবে। এ ঘটনায় সংশ্লিষ্ট কর্তৃপক্ষ জানিয়েছে, পরিস্থিতি নিবিড়ভাবে পর্যবেক্ষণ করা হচ্ছে এবং প্রয়োজনীয় ব্যবস্থা নেয়া হবে। বিশেষজ্ঞরা বলছেন, সময়োপযোগী পদক্ষেপ গ্রহণ না করলে সঙ্কট আরো গভীর হতে পারে। স্থানীয় বাসিন্দারা দ্রুত সমাধানের দাবি জানিয়েছেন। সরকারের পক্ষ থেকে আশ্বস্ত করা হয়েছে যে সব ধরনের সহযোগিতা অব্যাহত থাকবে। এ ঘটনায় সংশ্লিষ্ট কর্তৃপক্ষ জানিয়েছে, পরিস্থিতি নিবিড়ভাবে পর্যবেক্ষণ করা হচ্ছে এবং প্রয়োজনীয় ব্যবস্থা নেয়া হবে। বিশেষজ্ঞরা বলছেন, সময়োপযোগী পদক্ষেপ গ্রহণ না করলে সঙ্কট আরো গভীর হতে পারে। স্থানীয় বাসিন্দারা দ্রুত সমাধানের দাবি জানিয়েছেন। সরকারের পক্ষ থেকে আশ্বস্ত করা হয়েছে যে সব ধরনের সহযোগিতা অব্যাহত থাকবে। এ ঘটনায় সংশ্লিষ্ট কর্তৃপক্ষ জানিয়েছে, পরিস্থিতি নিবিড়ভাবে পর্যবেক্ষণ করা হচ্ছে এবং প্রয়োজনীয় ব্যবস্থা নেয়া হবে। বিশেষজ্ঞরা বলছেন, সময়োপযোগী পদক্ষেপ গ্রহণ না করলে সঙ্কট আরো গভীর হতে পারে। স্থানীয় বাসিন্দারা দ্রুত সমাধানের দাবি জানিয়েছেন। সরকারের পক্ষ থেকে আশ্বস্ত করা হয়েছে যে সব ধরনের সহযোগিতা অব্যাহত থাকবে। এ ঘটনায় সংশ্লিষ্ট কর্তৃপক্ষ জানিয়েছে, পরিস্থিতি নিবিড়ভাবে পর্যবেক্ষণ করা হচ্ছে এবং প্রয়োজনীয় ব্যবস্থা নেয়া হবে। বিশেষজ্ঞরা বলছেন, সময়োপযোগী পদক্ষেপ গ্রহণ না করলে সঙ্কট আরো গভীর হতে পারে। স্থানীয় বাসিন্দারা দ্রুত সমাধানের দাবি জানিয়েছেন। সরকারের পক্ষ থেকে আশ্বস্ত করা হয়েছে যে সব ধরনের সহযোগিতা অব্যাহত থাকবে। এ ঘটনায় সংশ্লিষ্ট কর্তৃপক্ষ জানিয়েছে, পরিস্থিতি নিবিড়ভাবে পর্যবেক্ষণ করা হচ্ছে এবং প্রয়োজনীয় ব্যবস্থা নেয়া হবে। বিশেষজ্ঞরা বলছেন, সময়োপযোগী পদক্ষেপ গ্রহণ না করলে সঙ্কট আরো গভীর হতে পারে। স্থানীয় বাসিন্দারা দ্রুত সমাধানের দাবি জানিয়েছেন। সরকারের পক্ষ থেকে আশ্বস্ত করা হয়েছে যে সব ধরনের সহযোগিতা অব্যাহত থাকবে। এ ঘটনায় সংশ্লিষ্ট কর্তৃপক্ষ জানিয়েছে, পরিস্থিতি নিবিড়ভাবে পর্যবেক্ষণ করা হচ্ছে এবং প্রয়োজনীয় ব্যবস্থা নেয়া হবে। বিশেষজ্ঞরা বলছেন, সময়োপযোগী পদক্ষেপ গ্রহণ না করলে সঙ্কট আরো গভীর হতে পারে। স্থানীয় বাসিন্দারা দ্রুত সমাধানের দাবি জানিয়েছেন। সরকারের পক্ষ থেকে আশ্বস্ত করা হয়েছে যে সব ধরনের সহযোগিতা অব্যাহত থাকবে। এ ঘটনায় সংশ্লিষ্ট কর্তৃপক্ষ জানিয়েছে, পরিস্থিতি নিবিড়ভাবে পর্যবেক্ষণ করা হচ্ছে এবং প্রয়োজনীয় ব্যবস্থা নেয়া হবে। বিশেষজ্ঞরা বলছেন, সময়োপযোগী পদক্ষেপ গ্রহণ না করলে সঙ্কট আরো গভীর হতে পারে। স্থানীয় বাসিন্দারা দ্রুত সমাধানের দাবি জানিয়েছেন। সরকারের পক্ষ থেকে আশ্বস্ত করা হয়েছে যে সব ধরনের সহযোগিতা অব্যাহত থাকবে। এ ঘটনায় সংশ্লিষ্ট কর্তৃপক্ষ জানিয়েছে, পরিস্থিতি নিবিড়ভাবে পর্যবেক্ষণ করা হচ্ছে এবং প্রয়োজনীয় ব্যবস্থা নেয়া হবে। বিশেষজ্ঞরা বলছেন, সময়োপযোগী পদক্ষেপ গ্রহণ না করলে সঙ্কট আরো গভীর হতে পারে। স্থানীয় বাসিন্দারা দ্রুত সমাধানের দাবি জানিয়েছেন। সরকারের পক্ষ থেকে আশ্বস্ত করা হয়েছে যে সব ধরনের সহযোগিতা অব্যাহত থাকবে। এ ঘটনায় সংশ্লিষ্ট কর্তৃপক্ষ জানিয়েছে, <box>799 138 1158 1237</box>
article-blue-economy <box>10 85 384 1162</box>
date: বৃহস্পতিবার ১৬ এপ্রিল ২০২৬, ৩ বৈশাখ ১৪৩৩ <box>1167 17 1417 33</box>
headline[interactable]: জ্বালানি তেলের জন্য হাহাকার সর্বত্র <box>429 1119 754 1145</box>
headline[interactable]: ইরান সঙ্কট, টুইন চোকপয়েন্ট ও <box>1216 85 1490 110</box>
paragraph: এ ঘটনায় সংশ্লিষ্ট কর্তৃপক্ষ জানিয়েছে, পরিস্থিতি নিবিড়ভাবে পর্যবেক্ষণ করা হচ্ছে এবং প্রয়োজনীয় ব্যবস্থা নেয়া হবে। বিশেষজ্ঞরা বলছেন, সময়োপযোগী পদক্ষেপ গ্রহণ না করলে সঙ্কট আরো গভীর হতে পারে। স্থানীয় বাসিন্দারা দ্রুত সমাধানের দাবি জানিয়েছেন। সরকারের পক্ষ থেকে আশ্বস্ত করা হয়েছে যে সব ধরনের সহযোগিতা অব্যাহত থাকবে। এ ঘটনায় সংশ্লিষ্ট কর্তৃপক্ষ জানিয়েছে, পরিস্থিতি নিবিড়ভাবে পর্যবেক্ষণ করা হচ্ছে এবং প্রয়োজনীয় ব্যবস্থা নেয়া হবে। বিশেষজ্ঞরা বলছেন, সময়োপযোগী পদক্ষেপ গ্রহণ না করলে সঙ্কট আরো গভীর হতে পারে। স্থানীয় বাসিন্দারা দ্রুত সমাধানের দাবি জানিয়েছেন। সরকারের পক্ষ থেকে আশ্বস্ত করা হয়েছে যে সব ধরনের সহযোগিতা অব্যাহত থাকবে। এ ঘটনায় সংশ্লিষ্ট কর্তৃপক্ষ জানিয়েছে, পরিস্থিতি নিবিড়ভাবে পর্যবেক্ষণ করা হচ্ছে এবং প্রয়োজনীয় ব্যবস্থা নেয়া হবে। বিশেষজ্ঞরা বলছেন, সময়োপযোগী পদক্ষেপ গ্রহণ না করলে সঙ্কট আরো গভীর হতে পারে। স্থানীয় বাসিন্দারা দ্রুত সমাধানের দাবি জানিয়েছেন। সরকারের পক্ষ থেকে আশ্বস্ত করা হয়েছে যে সব ধরনের সহযোগিতা অব্যাহত থাকবে। এ ঘটনায় সংশ্লিষ্ট কর্তৃপক্ষ জানিয়েছে, পরিস্থিতি নিবিড়ভাবে পর্যবেক্ষণ করা হচ্ছে এবং প্রয়োজনীয় ব্যবস্থা নেয়া হবে। বিশেষজ্ঞরা বলছেন, সময়োপযোগী পদক্ষেপ গ্রহণ না করলে সঙ্কট আরো গভীর হতে পারে। স্থানীয় বাসিন্দারা দ্রুত সমাধানের দাবি জানিয়েছেন। সরকারের পক্ষ থেকে আশ্বস্ত করা হয়েছে যে সব ধরনের সহযোগিতা অব্যাহত থাকবে। এ ঘটনায় সংশ্লিষ্ট কর্তৃপক্ষ জানিয়েছে, <box>799 1918 1158 2372</box>
paragraph: যাচ্ছে। এই প্রেক্ষাপটে হরমুজ প্রণালী এবং বাব আল-মান্দেব প্রণালী নতুন করে গুরুত্ব পাচ্ছে। বিশ্ব বাণিজ্যের একটি বড় অংশ এই দুই চোকপয়েন্ট দিয়ে পরিবাহিত হয়। ফলে এখানে সামান্য উত্তেজনাও বৈশ্বিক বাজারে তাৎক্ষণিক প্রভাব ফেলে। বিশ্লেষকদের মতে, এই সঙ্কট দীর্ঘায়িত হলে জ্বালানি সরবরাহে বড় ধরনের বিঘ্ন ঘটতে পারে। <box>1175 138 1532 225</box>
dateline <box>1168 16 1417 52</box>
article-iran-blockade <box>400 85 783 1114</box>
headline[interactable]: 'উপরের নির্দেশে' আড়াল করা <box>847 85 1110 110</box>
paragraph: কর্মকর্তাদের দাবি, এই মজুদ দিয়ে অন্তত এপ্রিল ও মে মাস পর্যন্ত চাহিদা মেটানো সম্ভব হবে। হরমুজ জট, আটকে পড়ছে ক্রুড অয়েল। জ্বালানি বিভাগের তথ্যানুযায়ী, মধ্যপ্রাচ্য যুদ্ধ শুরুর পর হরমুজ প্রণালী কার্যত বিকল্প হয়ে পড়েছে। আতঙ্কে পাম্পে ভিড়, ভুল হচ্ছে অভিযান। দেশের চাহিদার ২০ শতাংশ দেয় ইআরএল। <box>10 1230 190 1390</box>
paragraph: ইইউর সাথে পিসিএ নিয়ে আলোচনা ২০২৫ সালে শুরু হয়। ইউরোপীয় ইউনিয়নের সাথে অংশীদারত্ব ও সহযোগিতা চুক্তি দুই পক্ষের সম্পর্ককে নতুন উচ্চতায় নিয়ে যাবে বলে আশা প্রকাশ করা হয়েছে। তুরস্ক সফর নিয়ে কর্মকর্তারা জানান, বাণিজ্য ও বিনিয়োগ বৃদ্ধিতে একাধিক সমঝোতা স্মারক সইয়ের সম্ভাবনা রয়েছে। <box>1175 2022 1532 2109</box>
site-link[interactable]: news@dailynayadiganta.com <box>1225 35 1417 51</box>
paragraph: বলেন, চট্টগ্রাম কর্মক্ষেত্রে আরো গতিশীল করা হবে। তিনি আরো বলেন, আপনারা আমাদের সমালোচনা করবেন, ভুল ধরিয়ে দেবেন। চট্টগ্রাম বন্দরকে ঘিরে অর্থনৈতিক উন্নয়নে গণমাধ্যমের সহযোগিতা প্রয়োজন। এসময় উপস্থিত ছিলেন স্থানীয় জনপ্রতিনিধি ও গণমাধ্যমকর্মীরা। <box>799 1918 972 2061</box>
